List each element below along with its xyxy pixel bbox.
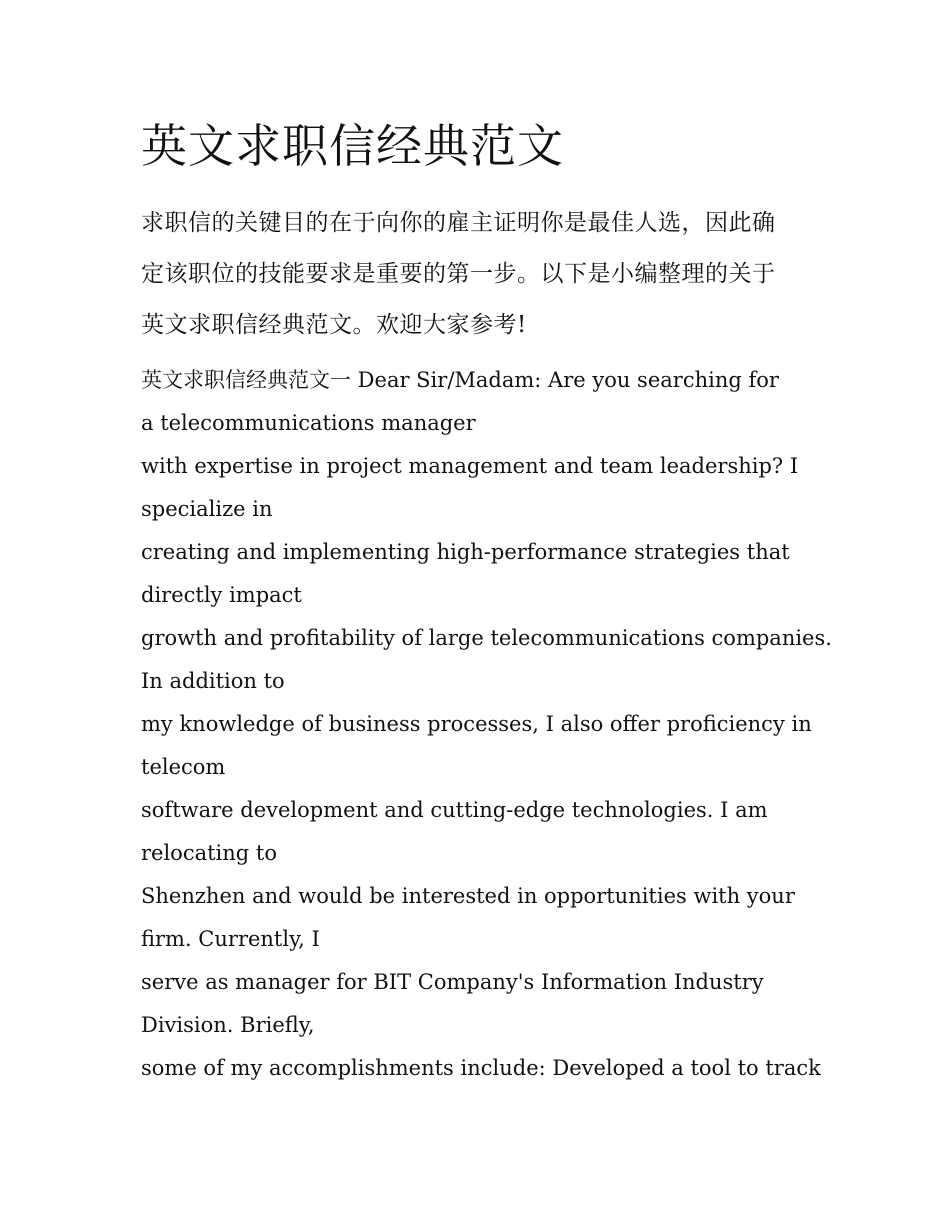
letter-line: 英文求职信经典范文一 Dear Sir/Madam: Are you searching for bbox=[141, 368, 779, 392]
letter-line: with expertise in project management and team leadership? I bbox=[141, 454, 799, 478]
intro-line: 求职信的关键目的在于向你的雇主证明你是最佳人选，因此确 bbox=[141, 210, 776, 236]
letter-line: directly impact bbox=[141, 583, 302, 607]
document-title: 英文求职信经典范文 bbox=[141, 119, 564, 173]
letter-line: specialize in bbox=[141, 497, 273, 521]
letter-line: some of my accomplishments include: Developed a tool to track bbox=[141, 1056, 821, 1080]
intro-line: 英文求职信经典范文。欢迎大家参考! bbox=[141, 312, 527, 338]
letter-body bbox=[141, 359, 832, 1090]
letter-line: telecom bbox=[141, 755, 226, 779]
letter-line: firm. Currently, I bbox=[141, 927, 320, 951]
letter-line: creating and implementing high-performance strategies that bbox=[141, 540, 790, 564]
letter-line: Shenzhen and would be interested in opportunities with your bbox=[141, 884, 795, 908]
letter-line: my knowledge of business processes, I also offer proficiency in bbox=[141, 712, 812, 736]
letter-line: serve as manager for BIT Company's Information Industry bbox=[141, 970, 764, 994]
letter-line: Division. Briefly, bbox=[141, 1013, 315, 1037]
intro-line: 定该职位的技能要求是重要的第一步。以下是小编整理的关于 bbox=[141, 261, 776, 287]
intro-paragraph bbox=[141, 198, 821, 351]
document-content bbox=[141, 112, 832, 1090]
letter-line: a telecommunications manager bbox=[141, 411, 476, 435]
letter-line: relocating to bbox=[141, 841, 277, 865]
letter-line: software development and cutting-edge technologies. I am bbox=[141, 798, 768, 822]
letter-line: growth and profitability of large telecommunications companies. bbox=[141, 626, 832, 650]
letter-line: In addition to bbox=[141, 669, 285, 693]
